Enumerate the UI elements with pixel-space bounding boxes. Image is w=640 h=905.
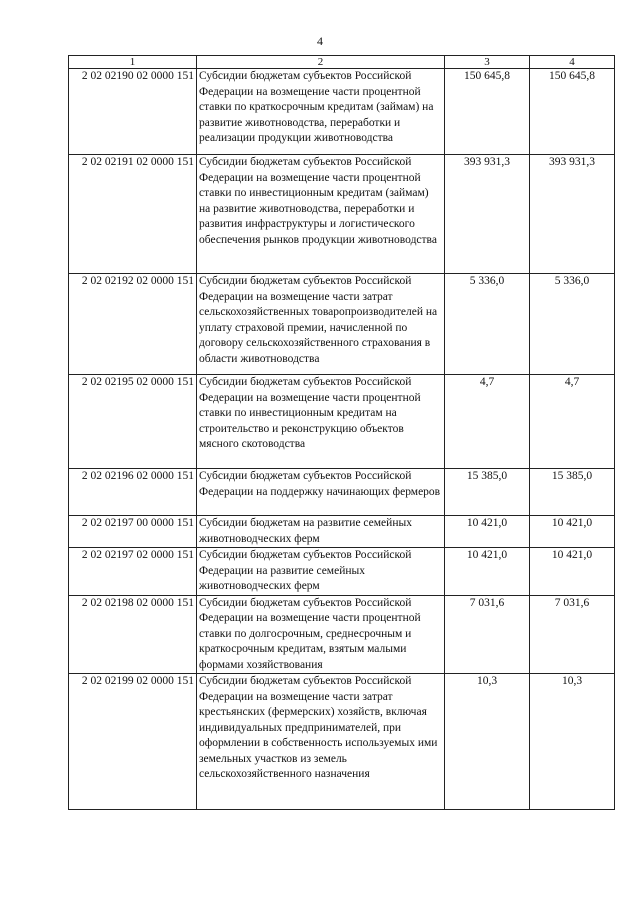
row-value-col4: 7 031,6 <box>530 595 615 674</box>
row-description: Субсидии бюджетам субъектов Российской Федерации на возмещение части процентной ставки по инвестиционным кредитам (займам) на развитие животноводства, переработки и развития инфраструктуры и логистического обеспечения рынков продукции животноводства <box>197 155 445 274</box>
row-code: 2 02 02190 02 0000 151 <box>69 69 197 155</box>
row-code: 2 02 02199 02 0000 151 <box>69 674 197 810</box>
table-row <box>69 155 615 274</box>
table-row <box>69 375 615 469</box>
column-header-2: 2 <box>197 56 445 69</box>
row-value-col4: 10 421,0 <box>530 548 615 596</box>
table-row <box>69 595 615 674</box>
table-row <box>69 469 615 516</box>
column-header-1: 1 <box>69 56 197 69</box>
header-row <box>69 56 615 69</box>
row-description: Субсидии бюджетам субъектов Российской Федерации на развитие семейных животноводческих ферм <box>197 548 445 596</box>
row-code: 2 02 02196 02 0000 151 <box>69 469 197 516</box>
table-row <box>69 674 615 810</box>
row-value-col3: 15 385,0 <box>445 469 530 516</box>
row-value-col4: 5 336,0 <box>530 274 615 375</box>
row-code: 2 02 02195 02 0000 151 <box>69 375 197 469</box>
row-description: Субсидии бюджетам субъектов Российской Федерации на возмещение части затрат сельскохозяйственных товаропроизводителей на уплату страховой премии, начисленной по договору сельскохозяйственного страхования в области животноводства <box>197 274 445 375</box>
row-value-col4: 393 931,3 <box>530 155 615 274</box>
row-value-col4: 10,3 <box>530 674 615 810</box>
row-code: 2 02 02192 02 0000 151 <box>69 274 197 375</box>
row-value-col4: 15 385,0 <box>530 469 615 516</box>
row-code: 2 02 02197 02 0000 151 <box>69 548 197 596</box>
table-row <box>69 274 615 375</box>
column-header-4: 4 <box>530 56 615 69</box>
row-value-col4: 150 645,8 <box>530 69 615 155</box>
row-description: Субсидии бюджетам субъектов Российской Федерации на возмещение части процентной ставки по долгосрочным, среднесрочным и краткосрочным кредитам, взятым малыми формами хозяйствования <box>197 595 445 674</box>
row-description: Субсидии бюджетам субъектов Российской Федерации на возмещение части затрат крестьянских (фермерских) хозяйств, включая индивидуальных предпринимателей, при оформлении в собственность используемых ими земельных участков из земель сельскохозяйственного назначения <box>197 674 445 810</box>
row-value-col3: 10 421,0 <box>445 548 530 596</box>
row-description: Субсидии бюджетам субъектов Российской Федерации на возмещение части процентной ставки по краткосрочным кредитам (займам) на развитие животноводства, переработки и реализации продукции животноводства <box>197 69 445 155</box>
table-row <box>69 548 615 596</box>
budget-table <box>68 55 615 810</box>
row-code: 2 02 02198 02 0000 151 <box>69 595 197 674</box>
row-value-col3: 10,3 <box>445 674 530 810</box>
row-value-col3: 393 931,3 <box>445 155 530 274</box>
row-code: 2 02 02191 02 0000 151 <box>69 155 197 274</box>
row-description: Субсидии бюджетам субъектов Российской Федерации на возмещение части процентной ставки по инвестиционным кредитам на строительство и реконструкцию объектов мясного скотоводства <box>197 375 445 469</box>
row-value-col3: 150 645,8 <box>445 69 530 155</box>
row-value-col3: 4,7 <box>445 375 530 469</box>
table-row <box>69 516 615 548</box>
column-header-3: 3 <box>445 56 530 69</box>
row-value-col4: 10 421,0 <box>530 516 615 548</box>
row-value-col4: 4,7 <box>530 375 615 469</box>
page-number: 4 <box>317 34 323 48</box>
row-description: Субсидии бюджетам на развитие семейных животноводческих ферм <box>197 516 445 548</box>
row-description: Субсидии бюджетам субъектов Российской Федерации на поддержку начинающих фермеров <box>197 469 445 516</box>
row-value-col3: 5 336,0 <box>445 274 530 375</box>
row-value-col3: 10 421,0 <box>445 516 530 548</box>
row-code: 2 02 02197 00 0000 151 <box>69 516 197 548</box>
table-row <box>69 69 615 155</box>
row-value-col3: 7 031,6 <box>445 595 530 674</box>
